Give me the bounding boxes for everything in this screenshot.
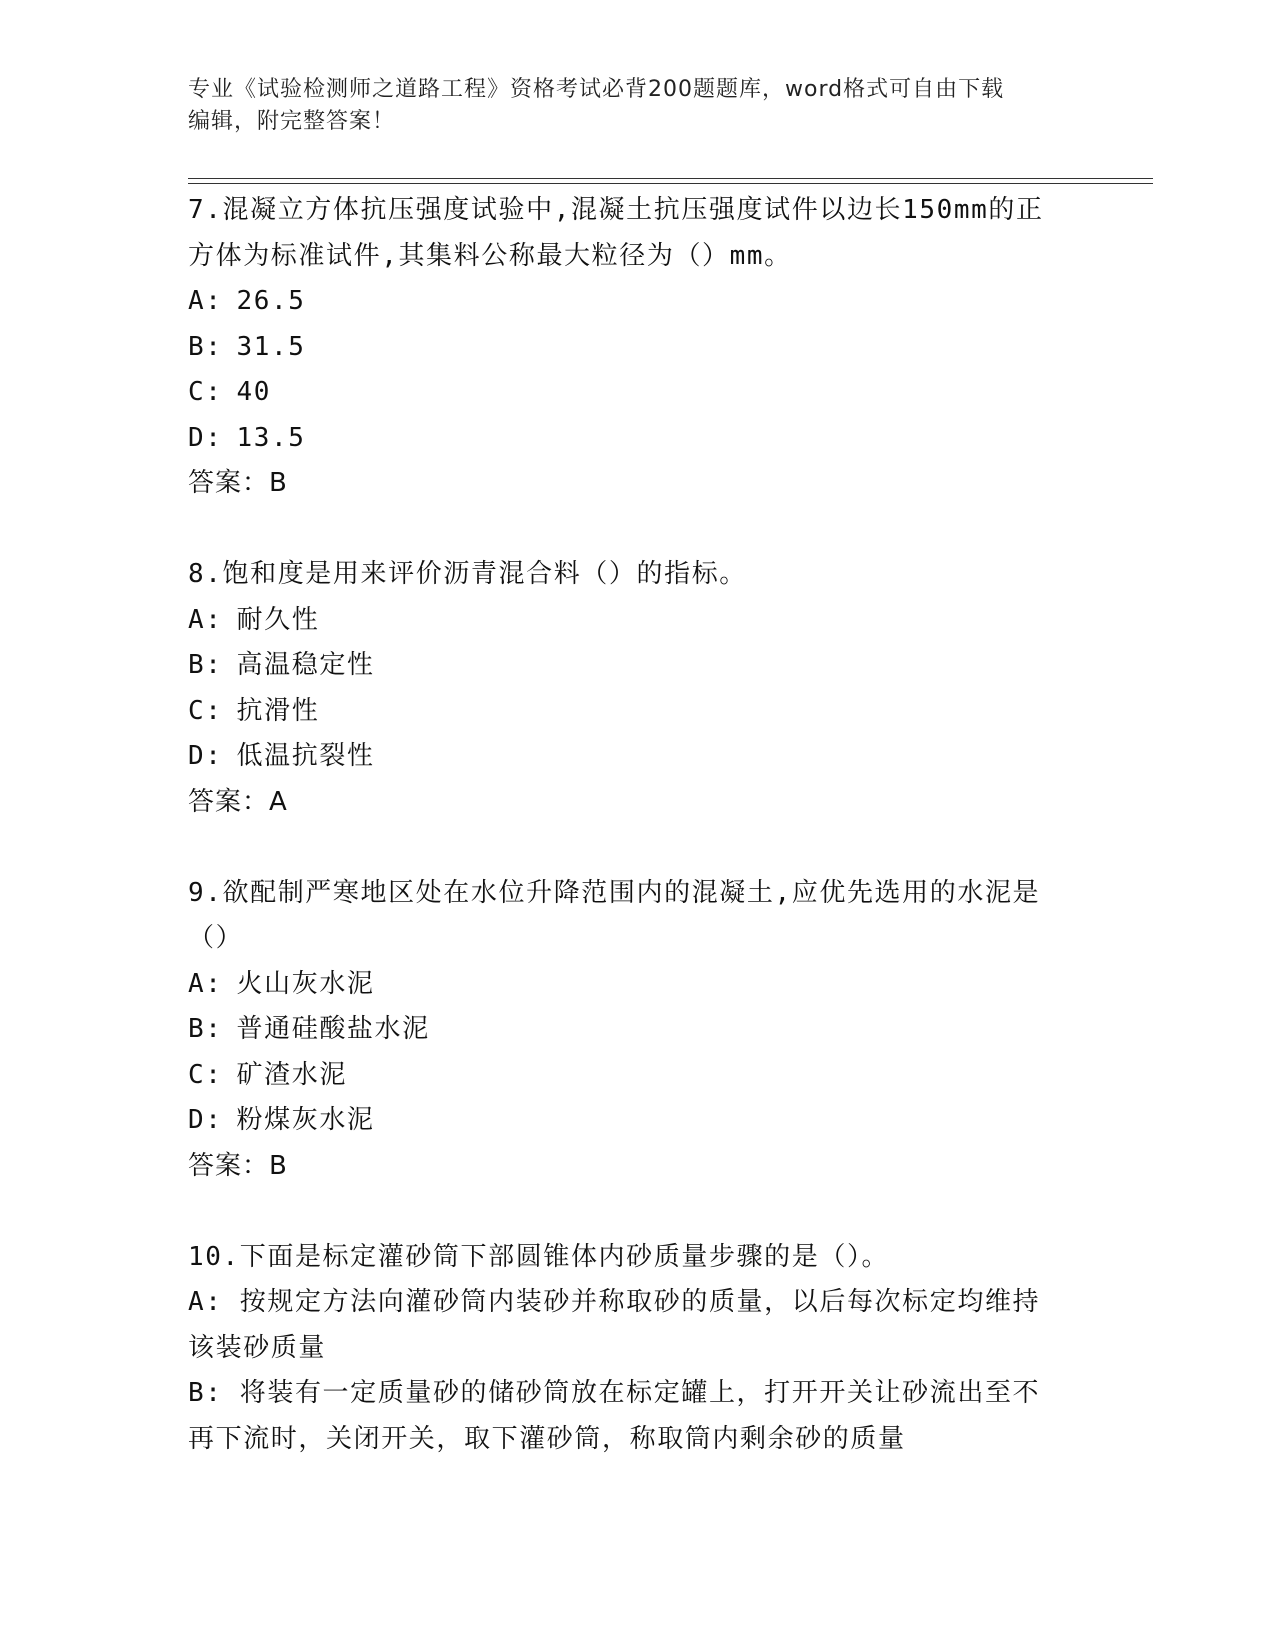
- option-a: [188, 598, 1068, 644]
- header-divider-top: [188, 178, 1153, 179]
- option-label: A:: [188, 604, 223, 635]
- header-divider-bottom: [188, 183, 1153, 184]
- option-a-line: A: 按规定方法向灌砂筒内装砂并称取砂的质量，以后每次标定均维持: [188, 1287, 1041, 1317]
- answer-line: 答案：B: [188, 468, 288, 498]
- question-text-line: （）: [188, 923, 244, 953]
- question-text-line: 9.欲配制严寒地区处在水位升降范围内的混凝土,应优先选用的水泥是: [188, 877, 1041, 908]
- option-label: B:: [188, 650, 223, 680]
- question-list: [188, 188, 1068, 1462]
- question-8: [188, 552, 1068, 825]
- option-text: 抗滑性: [236, 695, 320, 726]
- option-label: B:: [188, 331, 223, 362]
- option-text: 40: [236, 377, 272, 407]
- question-10: [188, 1235, 1068, 1463]
- question-9: [188, 871, 1068, 1190]
- option-label: C:: [188, 377, 223, 407]
- option-label: B:: [188, 1014, 223, 1044]
- answer-line: 答案：B: [188, 1150, 288, 1181]
- option-d: [188, 416, 1068, 462]
- option-c: [188, 370, 1068, 416]
- answer-line: 答案：A: [188, 786, 288, 817]
- option-c: [188, 1053, 1068, 1099]
- option-label: C:: [188, 1059, 223, 1090]
- option-label: A:: [188, 968, 223, 999]
- option-text: 矿渣水泥: [236, 1059, 347, 1090]
- option-label: D:: [188, 1105, 223, 1135]
- option-text: 普通硅酸盐水泥: [236, 1014, 430, 1044]
- option-a: [188, 962, 1068, 1008]
- option-a: [188, 279, 1068, 325]
- document-header: [188, 74, 1068, 138]
- option-c: [188, 689, 1068, 735]
- question-text-line: 方体为标准试件,其集料公称最大粒径为（）mm。: [188, 240, 792, 271]
- option-label: D:: [188, 741, 223, 771]
- header-line-2: 编辑，附完整答案！: [188, 109, 396, 134]
- question-7: [188, 188, 1068, 507]
- option-text: 高温稳定性: [236, 650, 375, 680]
- option-a-line: 该装砂质量: [188, 1332, 327, 1363]
- option-text: 粉煤灰水泥: [236, 1105, 375, 1135]
- option-text: 低温抗裂性: [236, 741, 375, 771]
- option-label: A:: [188, 286, 223, 316]
- option-text: 26.5: [236, 286, 306, 316]
- question-text-line: 8.饱和度是用来评价沥青混合料（）的指标。: [188, 559, 747, 589]
- question-text-line: 10.下面是标定灌砂筒下部圆锥体内砂质量步骤的是（）。: [188, 1241, 890, 1272]
- option-d: [188, 734, 1068, 780]
- option-d: [188, 1098, 1068, 1144]
- option-b-line: B: 将装有一定质量砂的储砂筒放在标定罐上，打开开关让砂流出至不: [188, 1378, 1041, 1408]
- question-text-line: 7.混凝立方体抗压强度试验中,混凝土抗压强度试件以边长150mm的正: [188, 195, 1044, 225]
- option-b: [188, 643, 1068, 689]
- option-text: 耐久性: [236, 604, 320, 635]
- option-label: D:: [188, 422, 223, 453]
- option-text: 31.5: [236, 331, 306, 362]
- header-line-1: 专业《试验检测师之道路工程》资格考试必背200题题库，word格式可自由下载: [188, 77, 1005, 102]
- option-b-line: 再下流时，关闭开关，取下灌砂筒，称取筒内剩余砂的质量: [188, 1423, 906, 1454]
- option-label: C:: [188, 695, 223, 726]
- option-b: [188, 325, 1068, 371]
- option-text: 13.5: [236, 422, 306, 453]
- option-b: [188, 1007, 1068, 1053]
- option-text: 火山灰水泥: [236, 968, 375, 999]
